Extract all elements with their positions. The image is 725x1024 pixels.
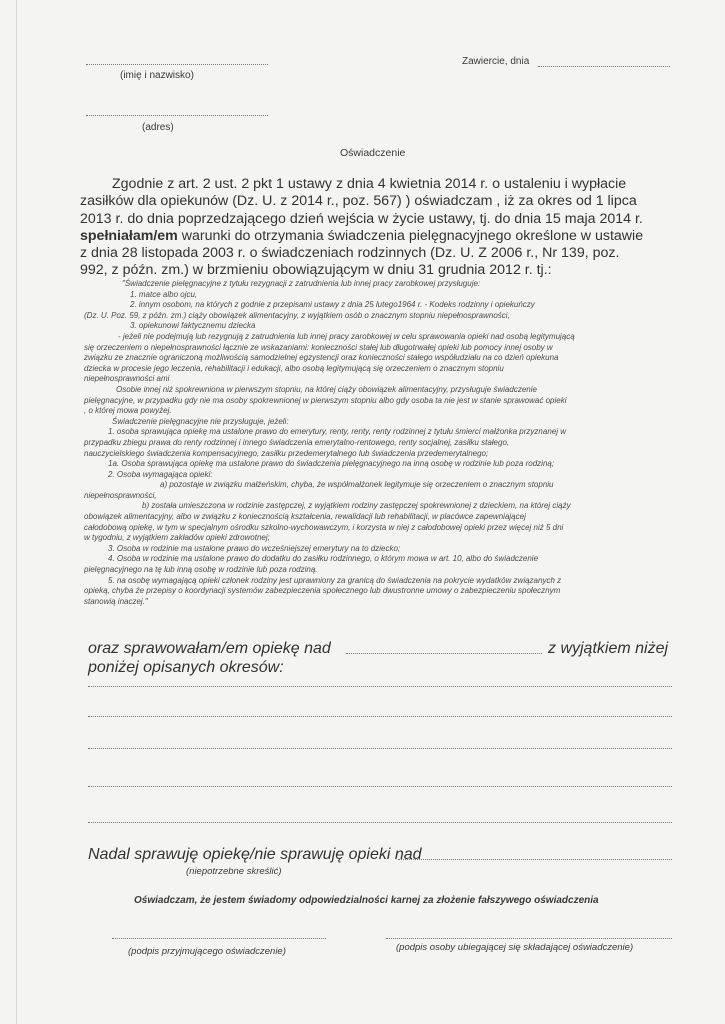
continue-care-field[interactable] (398, 859, 672, 860)
care-line-start: oraz sprawowałam/em opiekę nad (88, 640, 331, 657)
signature-line-left[interactable] (112, 938, 326, 939)
period-line-2[interactable] (88, 716, 672, 717)
quote-line: przypadku zbiegu prawa do renty rodzinnej i innego świadczenia emerytalno-rentowego, renty socjalnej, zasiłku stałego, (84, 437, 510, 447)
quote-line: 1. osoba sprawująca opiekę ma ustalone prawo do emerytury, renty, renty, renty rodzinnej z tytułu śmierci małżonka przyznanej w (108, 427, 566, 437)
place-date-text: Zawiercie, dnia (462, 56, 530, 67)
quote-line: 3. opiekunowi faktycznemu dziecka (130, 321, 256, 331)
quote-line: , o której mowa powyżej. (84, 406, 172, 416)
quote-line: 2. innym osobom, na których z godnie z przepisami ustawy z dnia 25 lutego1964 r. - Kodeks rodzinny i opiekuńczy (130, 300, 535, 310)
intro-line: zasiłków dla opiekunów (Dz. U. z 2014 r., poz. 567) ) oświadczam , iż za okres od 1 lipca (80, 193, 637, 210)
quote-line: stanowią inaczej." (84, 596, 148, 606)
quote-line: pielęgnacyjne, w przypadku gdy nie ma osoby spokrewnionej w pierwszym stopniu albo gdy osoba ta nie jest w stanie sprawować opieki (84, 395, 567, 405)
intro-line: Zgodnie z art. 2 ust. 2 pkt 1 ustawy z dnia 4 kwietnia 2014 r. o ustaleniu i wypłacie (112, 176, 627, 192)
quote-line: 1a. Osoba sprawująca opiekę ma ustalone prawo do świadczenia pielęgnacyjnego na inną osobę w rodzinie lub poza rodziną; (108, 459, 555, 469)
date-field-line (538, 66, 670, 67)
address-field-line (86, 115, 268, 116)
quote-line: się orzeczeniem o niepełnosprawności łącznie ze wskazaniami: konieczności stałej lub długotrwałej opieki lub pomocy innej osoby w (84, 342, 553, 352)
quote-line: "Świadczenie pielęgnacyjne z tytułu rezygnacji z zatrudnienia lub innej pracy zarobkowej przysługuje: (122, 279, 481, 288)
quote-line: b) została umieszczona w rodzinie zastępczej, z wyjątkiem rodziny zastępczej spokrewnionej z dzieckiem, na której ciąży (142, 501, 571, 511)
quote-line: a) pozostaje w związku małżeńskim, chyba, że współmałżonek legitymuje się orzeczeniem o znacznym stopniu (160, 480, 554, 490)
signature-label-right: (podpis osoby ubiegającej się składającej oświadczenie) (396, 942, 634, 953)
continue-care-line: Nadal sprawuję opiekę/nie sprawuję opieki nad (88, 846, 422, 863)
quoted-statute (0, 279, 725, 607)
signature-line-right[interactable] (386, 938, 672, 939)
care-line-end: z wyjątkiem niżej (548, 640, 669, 657)
period-line-3[interactable] (88, 748, 672, 749)
quote-line: całodobową opiekę, w tym w specjalnym ośrodku szkolno-wychowawczym, i korzysta w niej z całodobowej opieki przez więcej niż 5 dni (84, 522, 564, 532)
place-date-label (462, 56, 529, 67)
quote-line: obowiązek alimentacyjny, albo w związku z koniecznością kształcenia, rewalidacji lub rehabilitacji, w placówce zapewniającej (84, 512, 526, 522)
quote-line: niepełnosprawności, (84, 490, 157, 500)
quote-line: 5. na osobę wymagającą opieki członek rodziny jest uprawniony za granicą do świadczenia na pokrycie wydatków związanych z (108, 575, 562, 585)
intro-line: z dnia 28 listopada 2003 r. o świadczeniach rodzinnych (Dz. U. Z 2006 r., Nr 139, poz. (80, 245, 620, 262)
name-label: (imię i nazwisko) (120, 70, 194, 81)
intro-line: 992, z późn. zm.) w brzmieniu obowiązującym w dniu 31 grudnia 2012 r. tj.: (80, 262, 552, 279)
quote-line: (Dz. U. Poz. 59, z późn. zm.) ciąży obowiązek alimentacyjny, z wyjątkiem osób o znacznym stopniu niepełnosprawności, (84, 310, 510, 320)
intro-line-bold (0, 228, 725, 245)
quote-line: opieką, chyba że przepisy o koordynacji systemów zabezpieczenia społecznego lub dwustronne umowy o zabezpieczeniu społecznym (84, 586, 561, 596)
quote-line: związku ze znacznie ograniczoną możliwością samodzielnej egzystencji oraz konieczności stałego współudziału na co dzień opiekuna (84, 353, 559, 363)
signature-label-left: (podpis przyjmującego oświadczenie) (128, 946, 286, 957)
quote-line: 4. Osoba w rodzinie ma ustalone prawo do dodatku do zasiłku rodzinnego, o którym mowa w art. 10, albo do świadczenie (108, 554, 539, 564)
period-line-4[interactable] (88, 786, 672, 787)
address-label: (adres) (142, 122, 174, 133)
quote-line: - jeżeli nie podejmują lub rezygnują z zatrudnienia lub innej pracy zarobkowej w celu sprawowania opieki nad osobą legitymującą (118, 331, 575, 341)
quote-line: 1. matce albo ojcu, (130, 289, 198, 299)
intro-paragraph (0, 176, 725, 280)
quote-line: dziecka w procesie jego leczenia, rehabilitacji i edukacji, albo osobą legitymującą się orzeczeniem o znacznym stopniu (84, 363, 504, 373)
intro-line: 2013 r. do dnia poprzedzającego dzień wejścia w życie ustawy, tj. do dnia 15 maja 2014 r. (80, 210, 643, 227)
document-title: Oświadczenie (340, 147, 406, 159)
declaration-text: Oświadczam, że jestem świadomy odpowiedzialności karnej za złożenie fałszywego oświadczenia (134, 895, 599, 906)
intro-line-rest: warunki do otrzymania świadczenia pielęgnacyjnego określone w ustawie (181, 227, 644, 244)
quote-line: Świadczenie pielęgnacyjne nie przysługuje, jeżeli: (112, 416, 289, 426)
care-person-field[interactable] (346, 653, 542, 654)
quote-line: w tygodniu, z wyjątkiem zakładów opieki zdrowotnej; (84, 533, 270, 543)
period-line-5[interactable] (88, 822, 672, 823)
quote-line: 2. Osoba wymagająca opieki: (108, 469, 213, 479)
name-field-line (86, 64, 268, 65)
quote-line: 3. Osoba w rodzinie ma ustalone prawo do wcześniejszej emerytury na to dziecko; (108, 543, 401, 553)
quote-line: niepełnosprawności ami (84, 374, 170, 384)
care-line-2: poniżej opisanych okresów: (88, 659, 284, 676)
quote-line: nauczycielskiego świadczenia kompensacyjnego, zasiłku przedemerytalnego lub świadczenia przedemerytalnego; (84, 448, 489, 458)
strike-note: (niepotrzebne skreślić) (186, 866, 282, 877)
quote-line: Osobie innej niż spokrewniona w pierwszym stopniu, na której ciąży obowiązek alimentacyjny, przysługuje świadczenie (116, 384, 537, 394)
intro-bold-word: spełniałam/em (80, 227, 178, 244)
period-line-1[interactable] (88, 686, 672, 687)
quote-line: pielęgnacyjnego na tę lub inną osobę w rodzinie lub poza rodziną. (84, 565, 318, 575)
